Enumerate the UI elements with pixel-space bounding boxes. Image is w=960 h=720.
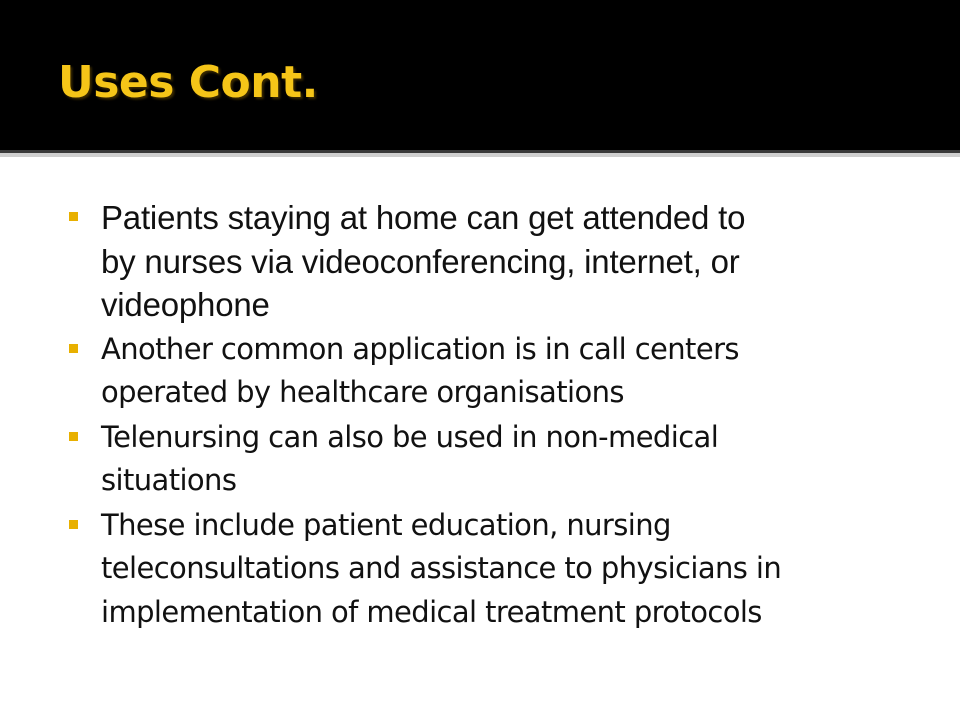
bullet-list [64, 196, 924, 635]
bullet-item [64, 416, 924, 503]
bullet-item [64, 328, 924, 415]
bullet-text: Telenursing can also be used in non-medical situations [101, 419, 719, 497]
bullet-text: Another common application is in call centers operated by healthcare organisations [101, 331, 739, 409]
square-bullet-icon [69, 212, 78, 221]
square-bullet-icon [69, 432, 78, 441]
square-bullet-icon [69, 520, 78, 529]
bullet-text: These include patient education, nursing teleconsultations and assistance to physicians in implementation of medical treatment protocols [101, 507, 782, 629]
bullet-item [64, 504, 924, 635]
slide-title: Uses Cont. [58, 57, 318, 108]
bullet-text: Patients staying at home can get attended to by nurses via videoconferencing, internet, or videophone [101, 199, 746, 323]
header-divider-light [0, 153, 960, 157]
square-bullet-icon [69, 344, 78, 353]
title-header-band [0, 0, 960, 150]
bullet-item [64, 196, 924, 327]
